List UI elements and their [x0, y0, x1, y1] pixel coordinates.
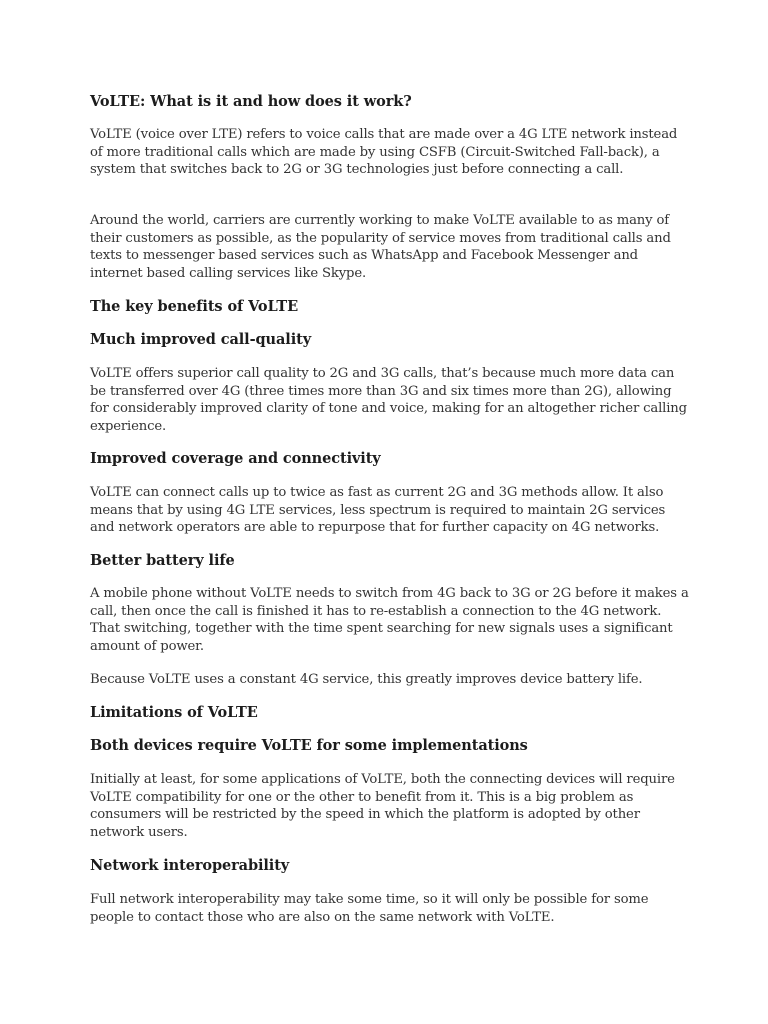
intro-paragraph-1: VoLTE (voice over LTE) refers to voice calls that are made over a 4G LTE network instead of more traditional calls which are made by using CSFB (Circuit-Switched Fall-back), a system that switches back to 2G or 3G technologies just before connecting a call. — [90, 127, 678, 178]
intro-paragraph-2: Around the world, carriers are currently working to make VoLTE available to as many of their customers as possible, as the popularity of service moves from traditional calls and texts to messenger based services such as WhatsApp and Facebook Messenger and internet based calling services like Skype. — [90, 213, 671, 282]
subheading-interoperability: Network interoperability — [90, 857, 290, 874]
paragraph-both-devices: Initially at least, for some applications of VoLTE, both the connecting devices will require VoLTE compatibility for one or the other to benefit from it. This is a big problem as consumers will be restricted by the speed in which the platform is adopted by other network users. — [90, 772, 675, 841]
section-heading-benefits: The key benefits of VoLTE — [90, 298, 299, 315]
subheading-call-quality: Much improved call-quality — [90, 331, 312, 348]
subheading-both-devices: Both devices require VoLTE for some implementations — [90, 737, 528, 754]
paragraph-battery-2: Because VoLTE uses a constant 4G service, this greatly improves device battery life. — [90, 672, 643, 687]
section-heading-limitations: Limitations of VoLTE — [90, 704, 258, 721]
article-title: VoLTE: What is it and how does it work? — [90, 93, 412, 110]
paragraph-interoperability: Full network interoperability may take some time, so it will only be possible for some people to contact those who are also on the same network with VoLTE. — [90, 892, 649, 925]
subheading-battery: Better battery life — [90, 552, 235, 569]
paragraph-coverage: VoLTE can connect calls up to twice as fast as current 2G and 3G methods allow. It also means that by using 4G LTE services, less spectrum is required to maintain 2G services and network operators are able to repurpose that for further capacity on 4G networks. — [90, 485, 666, 536]
paragraph-battery-1: A mobile phone without VoLTE needs to switch from 4G back to 3G or 2G before it makes a call, then once the call is finished it has to re-establish a connection to the 4G network. That switching, together with the time spent searching for new signals uses a significant amount of power. — [90, 586, 689, 655]
subheading-coverage: Improved coverage and connectivity — [90, 450, 381, 467]
paragraph-call-quality: VoLTE offers superior call quality to 2G and 3G calls, that’s because much more data can be transferred over 4G (three times more than 3G and six times more than 2G), allowing for considerably improved clarity of tone and voice, making for an altogether richer calling experience. — [90, 366, 687, 435]
